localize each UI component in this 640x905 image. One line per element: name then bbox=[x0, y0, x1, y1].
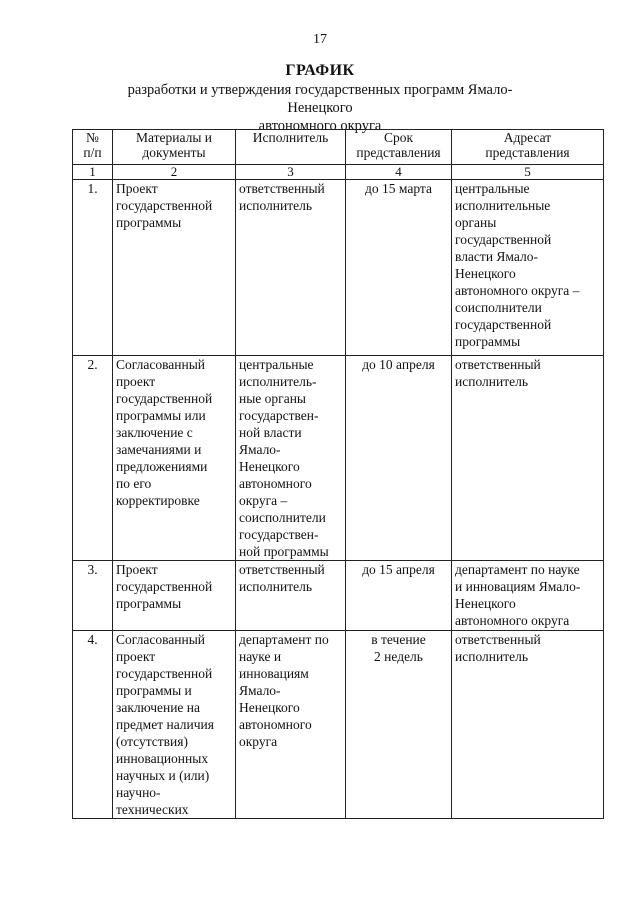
table-row bbox=[73, 356, 604, 561]
row-number: 2. bbox=[73, 356, 113, 561]
row-recipient: центральные исполнительные органы государственной власти Ямало- Ненецкого автономного округа – соисполнители государственной программы bbox=[452, 180, 604, 356]
row-recipient: ответственный исполнитель bbox=[452, 356, 604, 561]
row-recipient: департамент по науке и инновациям Ямало- Ненецкого автономного округа bbox=[452, 561, 604, 631]
row-deadline: до 10 апреля bbox=[346, 356, 452, 561]
row-number: 4. bbox=[73, 631, 113, 819]
row-materials: Проект государственной программы bbox=[113, 561, 236, 631]
header-executor: Исполнитель bbox=[236, 130, 346, 165]
row-materials: Проект государственной программы bbox=[113, 180, 236, 356]
page-number: 17 bbox=[313, 32, 327, 47]
header-recipient: Адресат представления bbox=[452, 130, 604, 165]
column-number: 1 bbox=[73, 165, 113, 180]
row-deadline: до 15 апреля bbox=[346, 561, 452, 631]
header-deadline: Срок представления bbox=[346, 130, 452, 165]
table-row bbox=[73, 631, 604, 819]
row-deadline: в течение 2 недель bbox=[346, 631, 452, 819]
column-number-row bbox=[73, 165, 604, 180]
row-deadline: до 15 марта bbox=[346, 180, 452, 356]
row-executor: центральные исполнитель- ные органы государствен- ной власти Ямало- Ненецкого автономного округа – соисполнители государствен- ной программы bbox=[236, 356, 346, 561]
row-recipient: ответственный исполнитель bbox=[452, 631, 604, 819]
document-title: ГРАФИК bbox=[285, 62, 355, 79]
row-materials: Согласованный проект государственной программы или заключение с замечаниями и предложениями по его корректировке bbox=[113, 356, 236, 561]
row-executor: ответственный исполнитель bbox=[236, 180, 346, 356]
table-row bbox=[73, 561, 604, 631]
row-executor: ответственный исполнитель bbox=[236, 561, 346, 631]
column-number: 5 bbox=[452, 165, 604, 180]
row-materials: Согласованный проект государственной программы и заключение на предмет наличия (отсутствия) инновационных научных и (или) научно- технических bbox=[113, 631, 236, 819]
row-executor: департамент по науке и инновациям Ямало- Ненецкого автономного округа bbox=[236, 631, 346, 819]
row-number: 3. bbox=[73, 561, 113, 631]
column-number: 3 bbox=[236, 165, 346, 180]
header-materials: Материалы и документы bbox=[113, 130, 236, 165]
table-header-row bbox=[73, 130, 604, 165]
column-number: 4 bbox=[346, 165, 452, 180]
document-subtitle: разработки и утверждения государственных программ Ямало-Ненецкого автономного округа bbox=[127, 82, 513, 134]
column-number: 2 bbox=[113, 165, 236, 180]
header-number: № п/п bbox=[73, 130, 113, 165]
schedule-table bbox=[72, 129, 604, 819]
row-number: 1. bbox=[73, 180, 113, 356]
table-row bbox=[73, 180, 604, 356]
